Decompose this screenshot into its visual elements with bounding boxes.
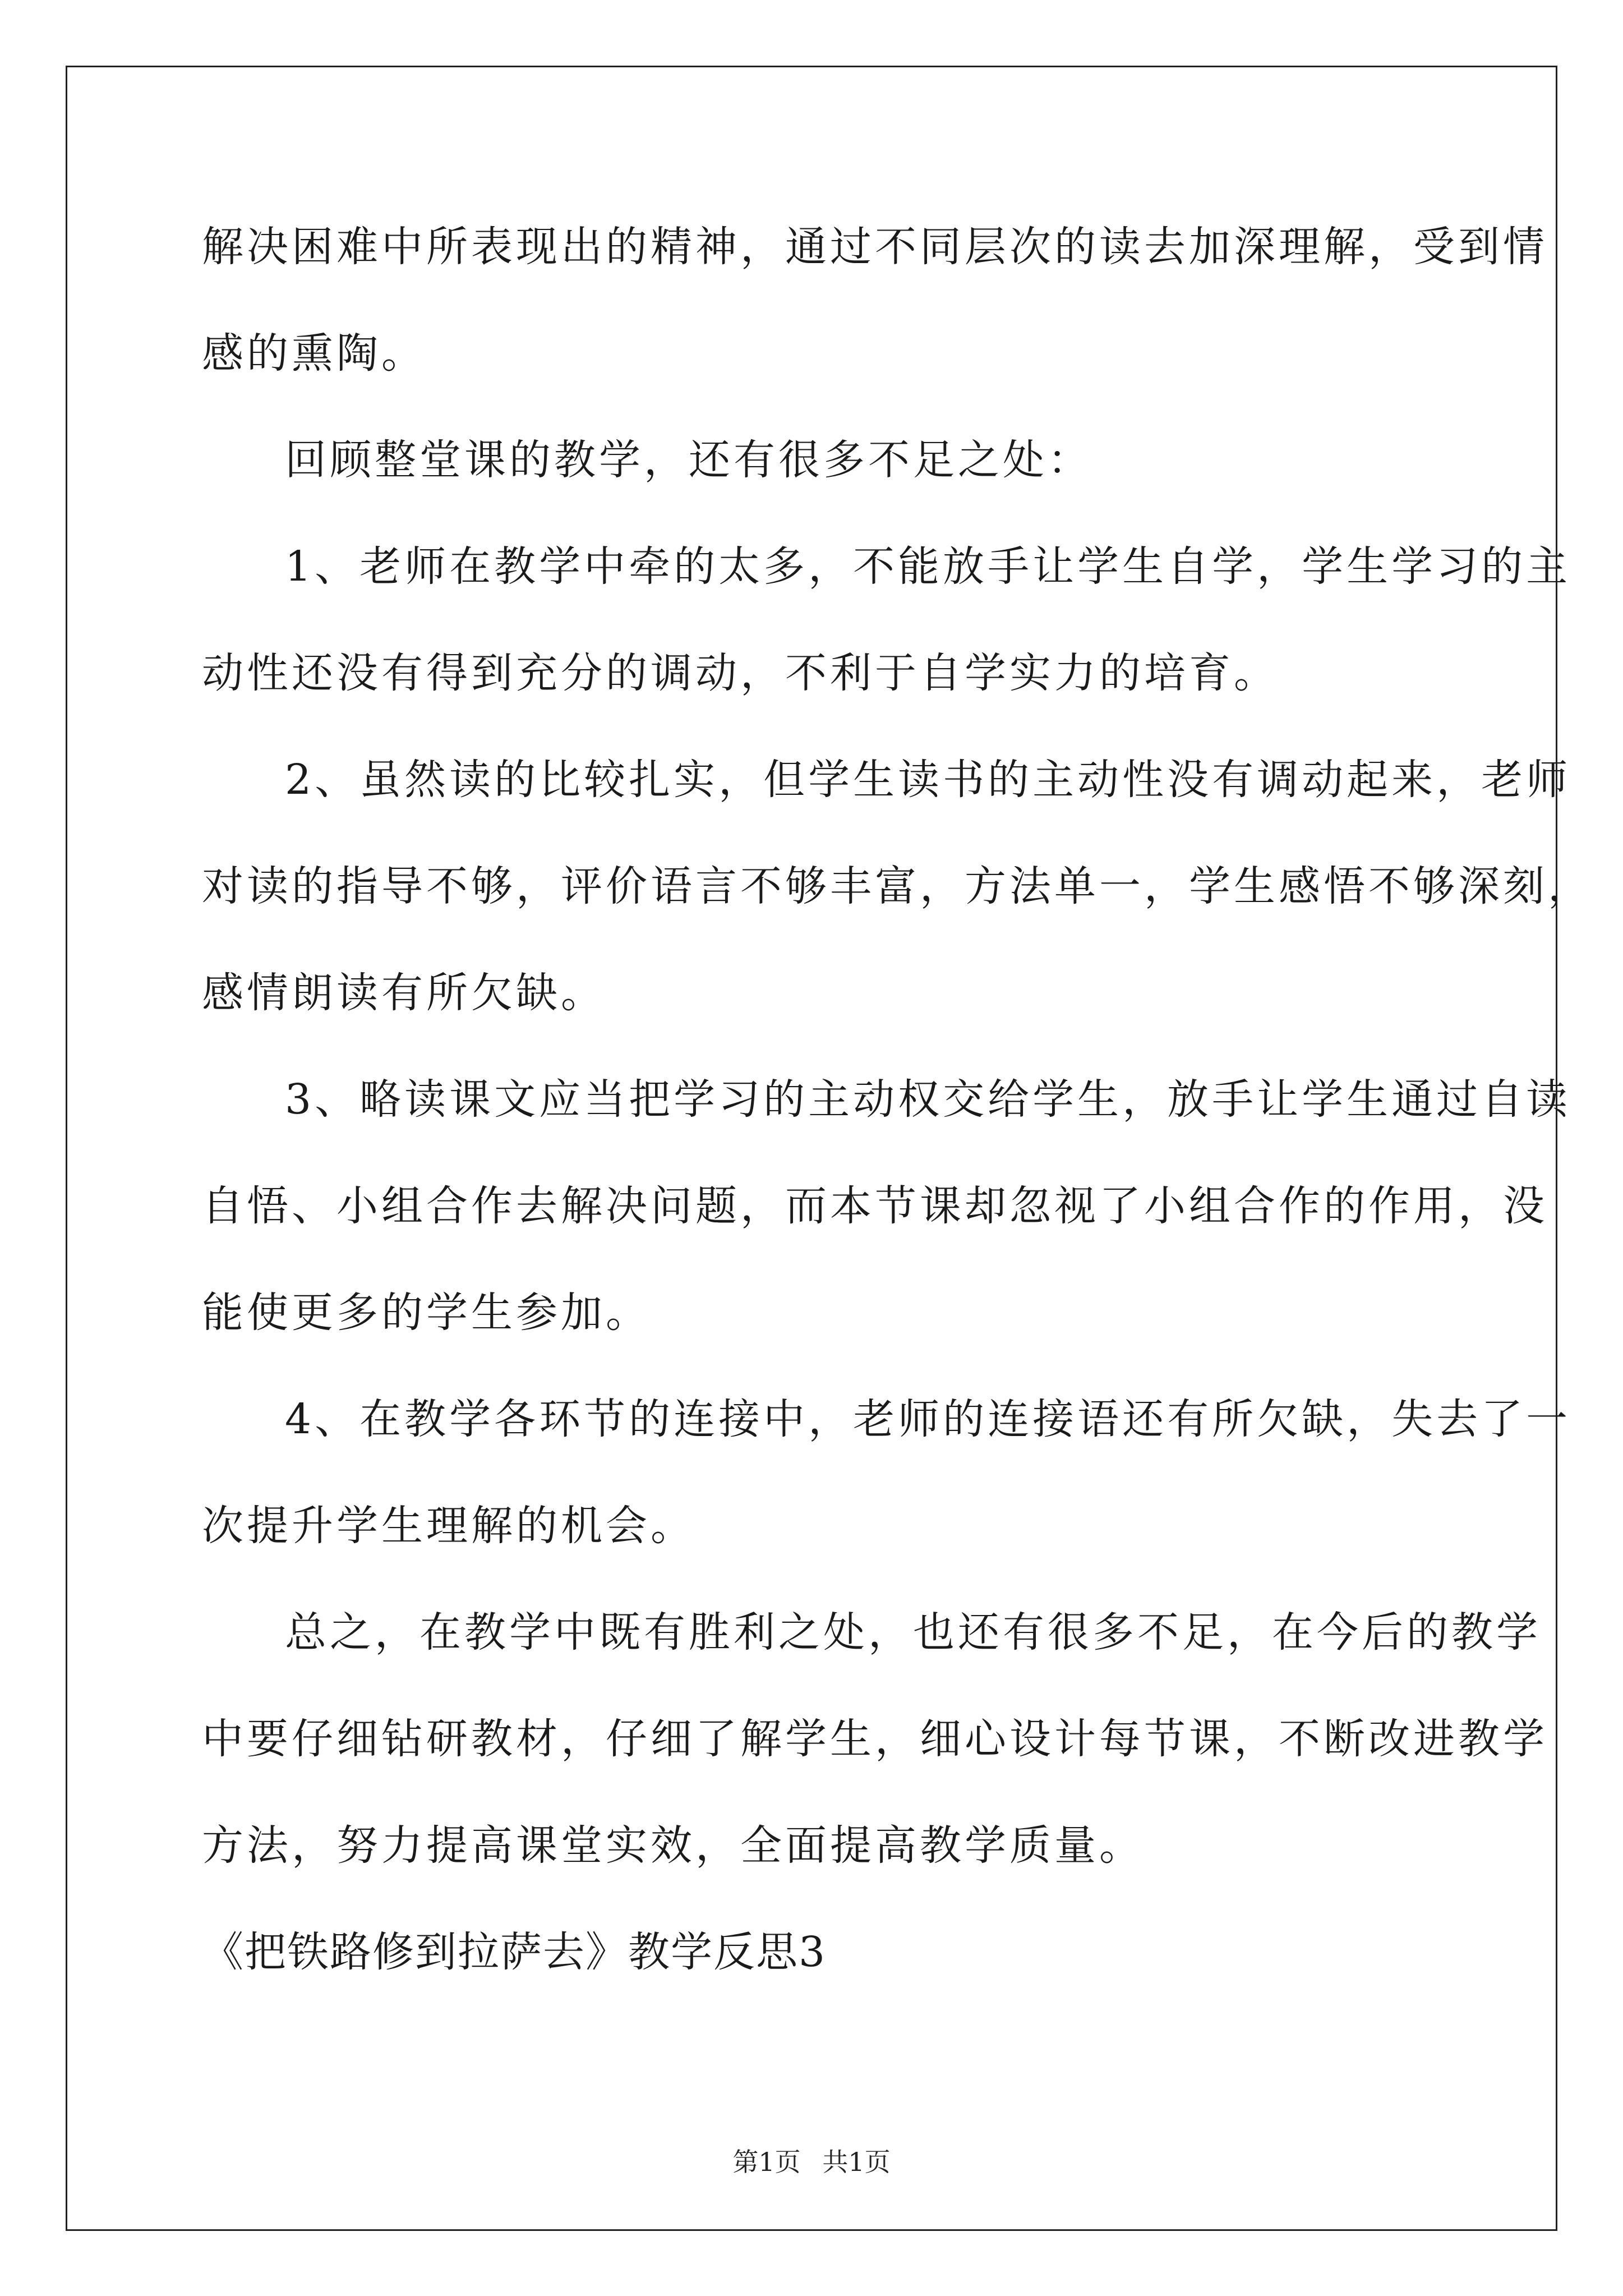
paragraph-line: 总之，在教学中既有胜利之处，也还有很多不足，在今后的教学 — [285, 1608, 1541, 1657]
paragraph-line: 4、在教学各环节的连接中，老师的连接语还有所欠缺，失去了一 — [285, 1395, 1571, 1443]
paragraph-line: 2、虽然读的比较扎实，但学生读书的主动性没有调动起来，老师 — [285, 756, 1571, 804]
paragraph-line: 1、老师在教学中牵的太多，不能放手让学生自学，学生学习的主 — [285, 542, 1571, 591]
paragraph-line: 回顾整堂课的教学，还有很多不足之处： — [285, 436, 1092, 484]
page-footer — [0, 2142, 1623, 2179]
paragraph-line: 次提升学生理解的机会。 — [202, 1502, 695, 1550]
section-heading: 《把铁路修到拉萨去》教学反思3 — [202, 1928, 827, 1976]
paragraph-line: 对读的指导不够，评价语言不够丰富，方法单一，学生感悟不够深刻， — [202, 862, 1593, 910]
paragraph-line: 自悟、小组合作去解决问题，而本节课却忽视了小组合作的作用，没 — [202, 1182, 1548, 1230]
paragraph-line: 能使更多的学生参加。 — [202, 1289, 651, 1337]
paragraph-line: 3、略读课文应当把学习的主动权交给学生，放手让学生通过自读 — [285, 1075, 1571, 1124]
paragraph-line: 方法，努力提高课堂实效，全面提高教学质量。 — [202, 1821, 1144, 1870]
page-number: 第1页 — [732, 2147, 801, 2177]
paragraph-line: 感的熏陶。 — [202, 329, 426, 378]
paragraph-line: 动性还没有得到充分的调动，不利于自学实力的培育。 — [202, 649, 1279, 697]
document-body — [202, 219, 1593, 2031]
paragraph-line: 中要仔细钻研教材，仔细了解学生，细心设计每节课，不断改进教学 — [202, 1715, 1548, 1763]
page-total: 共1页 — [822, 2147, 891, 2177]
paragraph-line: 感情朗读有所欠缺。 — [202, 969, 606, 1017]
paragraph-line: 解决困难中所表现出的精神，通过不同层次的读去加深理解，受到情 — [202, 223, 1548, 271]
